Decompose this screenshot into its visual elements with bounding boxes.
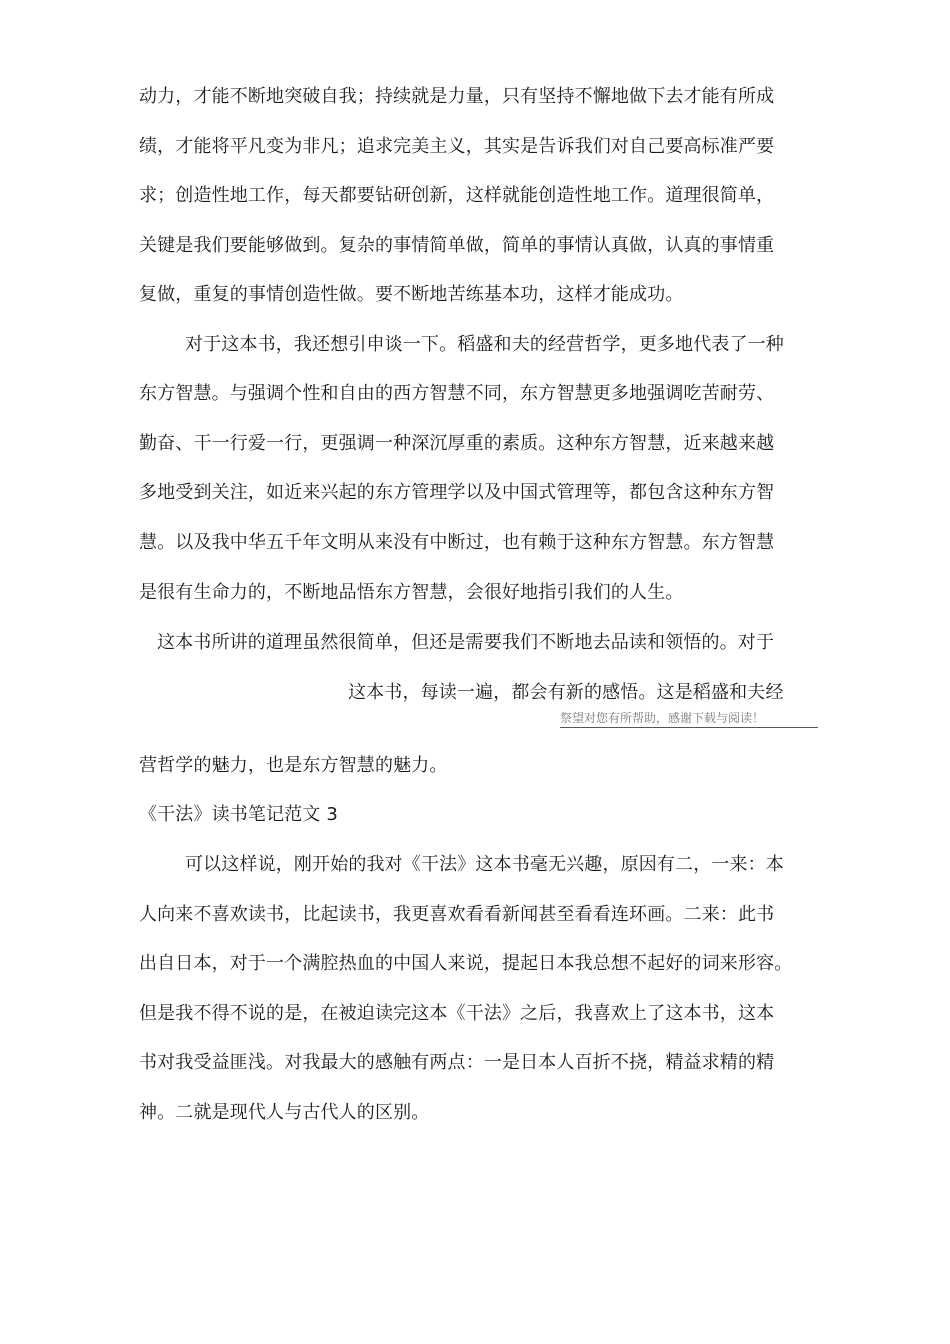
- section-heading: 《干法》读书笔记范文 3: [139, 804, 338, 825]
- paragraph-4-line-2: 人向来不喜欢读书，比起读书，我更喜欢看看新闻甚至看看连环画。二来：此书: [139, 904, 775, 925]
- paragraph-1-line-1: 动力，才能不断地突破自我；持续就是力量，只有坚持不懈地做下去才能有所成: [139, 86, 775, 107]
- paragraph-1-line-4: 关键是我们要能够做到。复杂的事情简单做，简单的事情认真做，认真的事情重: [139, 235, 775, 256]
- paragraph-2-line-1: 对于这本书，我还想引申谈一下。稻盛和夫的经营哲学，更多地代表了一种: [185, 334, 784, 355]
- paragraph-4-line-5: 书对我受益匪浅。对我最大的感触有两点：一是日本人百折不挠，精益求精的精: [139, 1052, 775, 1073]
- paragraph-3-line-3: 营哲学的魅力，也是东方智慧的魅力。: [139, 755, 448, 776]
- paragraph-3-line-2: 这本书，每读一遍，都会有新的感悟。这是稻盛和夫经: [348, 682, 784, 703]
- paragraph-2-line-3: 勤奋、干一行爱一行，更强调一种深沉厚重的素质。这种东方智慧，近来越来越: [139, 433, 775, 454]
- paragraph-2-line-2: 东方智慧。与强调个性和自由的西方智慧不同，东方智慧更多地强调吃苦耐劳、: [139, 383, 775, 404]
- paragraph-2-line-4: 多地受到关注，如近来兴起的东方管理学以及中国式管理等，都包含这种东方智: [139, 482, 775, 503]
- paragraph-1-line-5: 复做，重复的事情创造性做。要不断地苦练基本功，这样才能成功。: [139, 284, 684, 305]
- paragraph-3-line-1: 这本书所讲的道理虽然很简单，但还是需要我们不断地去品读和领悟的。对于: [157, 632, 775, 653]
- paragraph-1-line-2: 绩，才能将平凡变为非凡；追求完美主义，其实是告诉我们对自己要高标准严要: [139, 136, 775, 157]
- paragraph-4-line-3: 出自日本，对于一个满腔热血的中国人来说，提起日本我总想不起好的词来形容。: [139, 953, 793, 974]
- paragraph-1-line-3: 求；创造性地工作，每天都要钻研创新，这样就能创造性地工作。道理很简单，: [139, 185, 775, 206]
- paragraph-2-line-6: 是很有生命力的，不断地品悟东方智慧，会很好地指引我们的人生。: [139, 582, 684, 603]
- paragraph-4-line-4: 但是我不得不说的是，在被迫读完这本《干法》之后，我喜欢上了这本书，这本: [139, 1003, 775, 1024]
- paragraph-2-line-5: 慧。以及我中华五千年文明从来没有中断过，也有赖于这种东方智慧。东方智慧: [139, 532, 775, 553]
- paragraph-4-line-1: 可以这样说，刚开始的我对《干法》这本书毫无兴趣，原因有二，一来：本: [185, 854, 784, 875]
- page-footer-note: 祭望对您有所帮助，感谢下载与阅读！: [560, 710, 818, 728]
- paragraph-4-line-6: 神。二就是现代人与古代人的区别。: [139, 1102, 430, 1123]
